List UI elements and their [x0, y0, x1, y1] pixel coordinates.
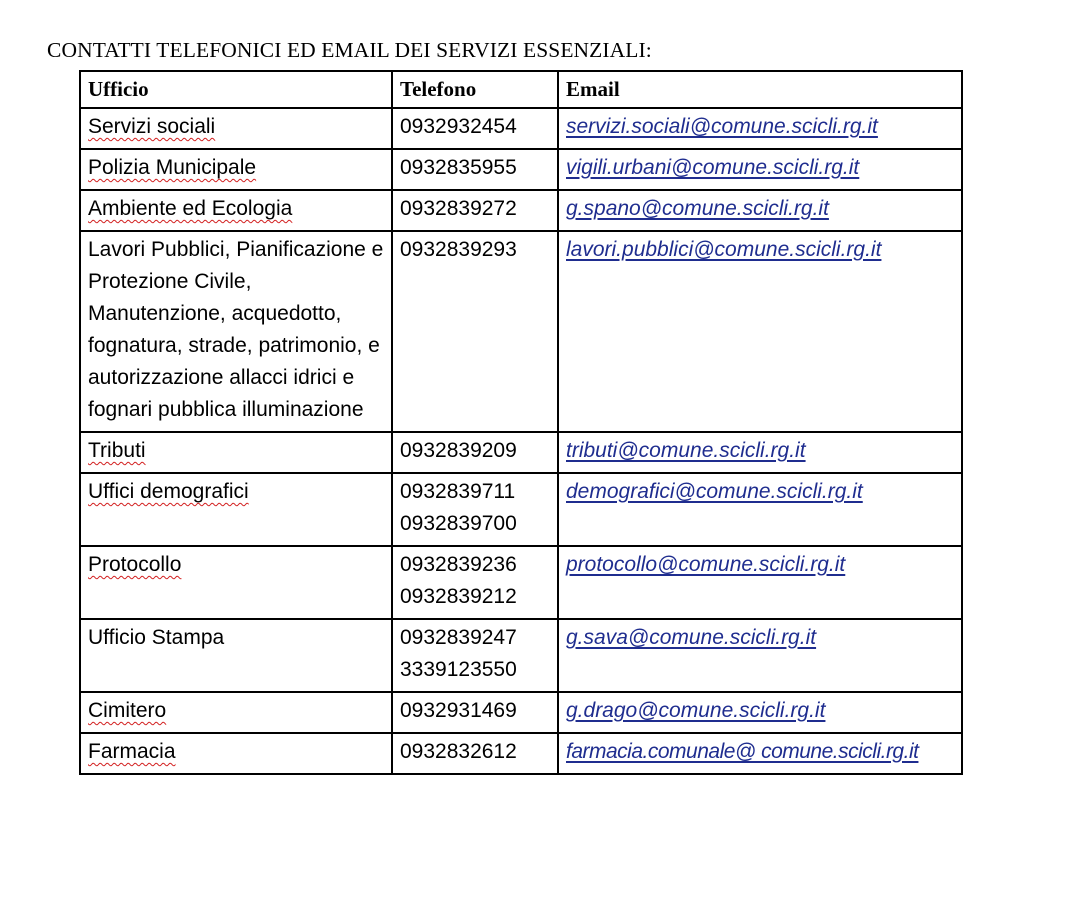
- table-row: [80, 733, 962, 774]
- email-cell: [558, 149, 962, 190]
- phone-number: 3339123550: [400, 658, 517, 681]
- office-name: Tributi: [88, 439, 146, 462]
- table-row: [80, 432, 962, 473]
- email-cell: [558, 692, 962, 733]
- email-cell: [558, 432, 962, 473]
- table-row: [80, 692, 962, 733]
- office-name: Servizi sociali: [88, 115, 216, 138]
- table-row: [80, 473, 962, 546]
- table-row: [80, 231, 962, 432]
- office-name: Farmacia: [88, 740, 176, 763]
- phone-cell: [392, 190, 558, 231]
- email-link[interactable]: protocollo@comune.scicli.rg.it: [566, 553, 846, 576]
- office-cell: [80, 473, 392, 546]
- contacts-table: [79, 70, 963, 775]
- email-link[interactable]: servizi.sociali@comune.scicli.rg.it: [566, 115, 878, 138]
- office-cell: [80, 619, 392, 692]
- page-title: CONTATTI TELEFONICI ED EMAIL DEI SERVIZI ESSENZIALI:: [47, 38, 652, 62]
- phone-number: 0932839209: [400, 439, 517, 462]
- phone-number: 0932835955: [400, 156, 517, 179]
- phone-cell: [392, 149, 558, 190]
- phone-number: 0932932454: [400, 115, 517, 138]
- table-header-row: [80, 71, 962, 108]
- phone-number: 0932931469: [400, 699, 517, 722]
- office-name: Ambiente ed Ecologia: [88, 197, 293, 220]
- email-cell: [558, 546, 962, 619]
- table-row: [80, 546, 962, 619]
- phone-cell: [392, 432, 558, 473]
- email-cell: [558, 190, 962, 231]
- column-header-phone: Telefono: [392, 71, 558, 108]
- phone-cell: [392, 619, 558, 692]
- office-name: Cimitero: [88, 699, 167, 722]
- office-name: Protocollo: [88, 553, 182, 576]
- office-cell: [80, 692, 392, 733]
- phone-number: 0932839700: [400, 512, 517, 535]
- email-cell: [558, 733, 962, 774]
- table-row: [80, 149, 962, 190]
- phone-cell: [392, 473, 558, 546]
- office-cell: [80, 733, 392, 774]
- email-cell: [558, 473, 962, 546]
- email-link[interactable]: vigili.urbani@comune.scicli.rg.it: [566, 156, 860, 179]
- table-row: [80, 190, 962, 231]
- phone-number: 0932839272: [400, 197, 517, 220]
- email-link[interactable]: g.drago@comune.scicli.rg.it: [566, 699, 826, 722]
- phone-number: 0932839236: [400, 553, 517, 576]
- email-link[interactable]: g.spano@comune.scicli.rg.it: [566, 197, 829, 220]
- phone-cell: [392, 733, 558, 774]
- email-link[interactable]: g.sava@comune.scicli.rg.it: [566, 626, 817, 649]
- office-cell: [80, 546, 392, 619]
- office-name: Uffici demografici: [88, 480, 249, 503]
- phone-cell: [392, 231, 558, 432]
- office-name: Lavori Pubblici, Pianificazione e Protezione Civile, Manutenzione, acquedotto, fognatura, strade, patrimonio, e autorizzazione allacci idrici e fognari pubblica illuminazione: [88, 238, 384, 421]
- email-cell: [558, 108, 962, 149]
- phone-cell: [392, 108, 558, 149]
- table-row: [80, 108, 962, 149]
- office-cell: [80, 432, 392, 473]
- phone-number: 0932839293: [400, 238, 517, 261]
- office-cell: [80, 190, 392, 231]
- phone-cell: [392, 546, 558, 619]
- phone-number: 0932839247: [400, 626, 517, 649]
- email-cell: [558, 619, 962, 692]
- column-header-email: Email: [558, 71, 962, 108]
- column-header-office: Ufficio: [80, 71, 392, 108]
- office-name: Ufficio Stampa: [88, 626, 225, 649]
- email-cell: [558, 231, 962, 432]
- phone-cell: [392, 692, 558, 733]
- phone-number: 0932832612: [400, 740, 517, 763]
- phone-number: 0932839212: [400, 585, 517, 608]
- office-cell: [80, 231, 392, 432]
- office-cell: [80, 149, 392, 190]
- email-link[interactable]: tributi@comune.scicli.rg.it: [566, 439, 806, 462]
- office-cell: [80, 108, 392, 149]
- phone-number: 0932839711: [400, 480, 516, 503]
- email-link[interactable]: farmacia.comunale@ comune.scicli.rg.it: [566, 740, 919, 763]
- email-link[interactable]: demografici@comune.scicli.rg.it: [566, 480, 863, 503]
- table-row: [80, 619, 962, 692]
- email-link[interactable]: lavori.pubblici@comune.scicli.rg.it: [566, 238, 882, 261]
- office-name: Polizia Municipale: [88, 156, 257, 179]
